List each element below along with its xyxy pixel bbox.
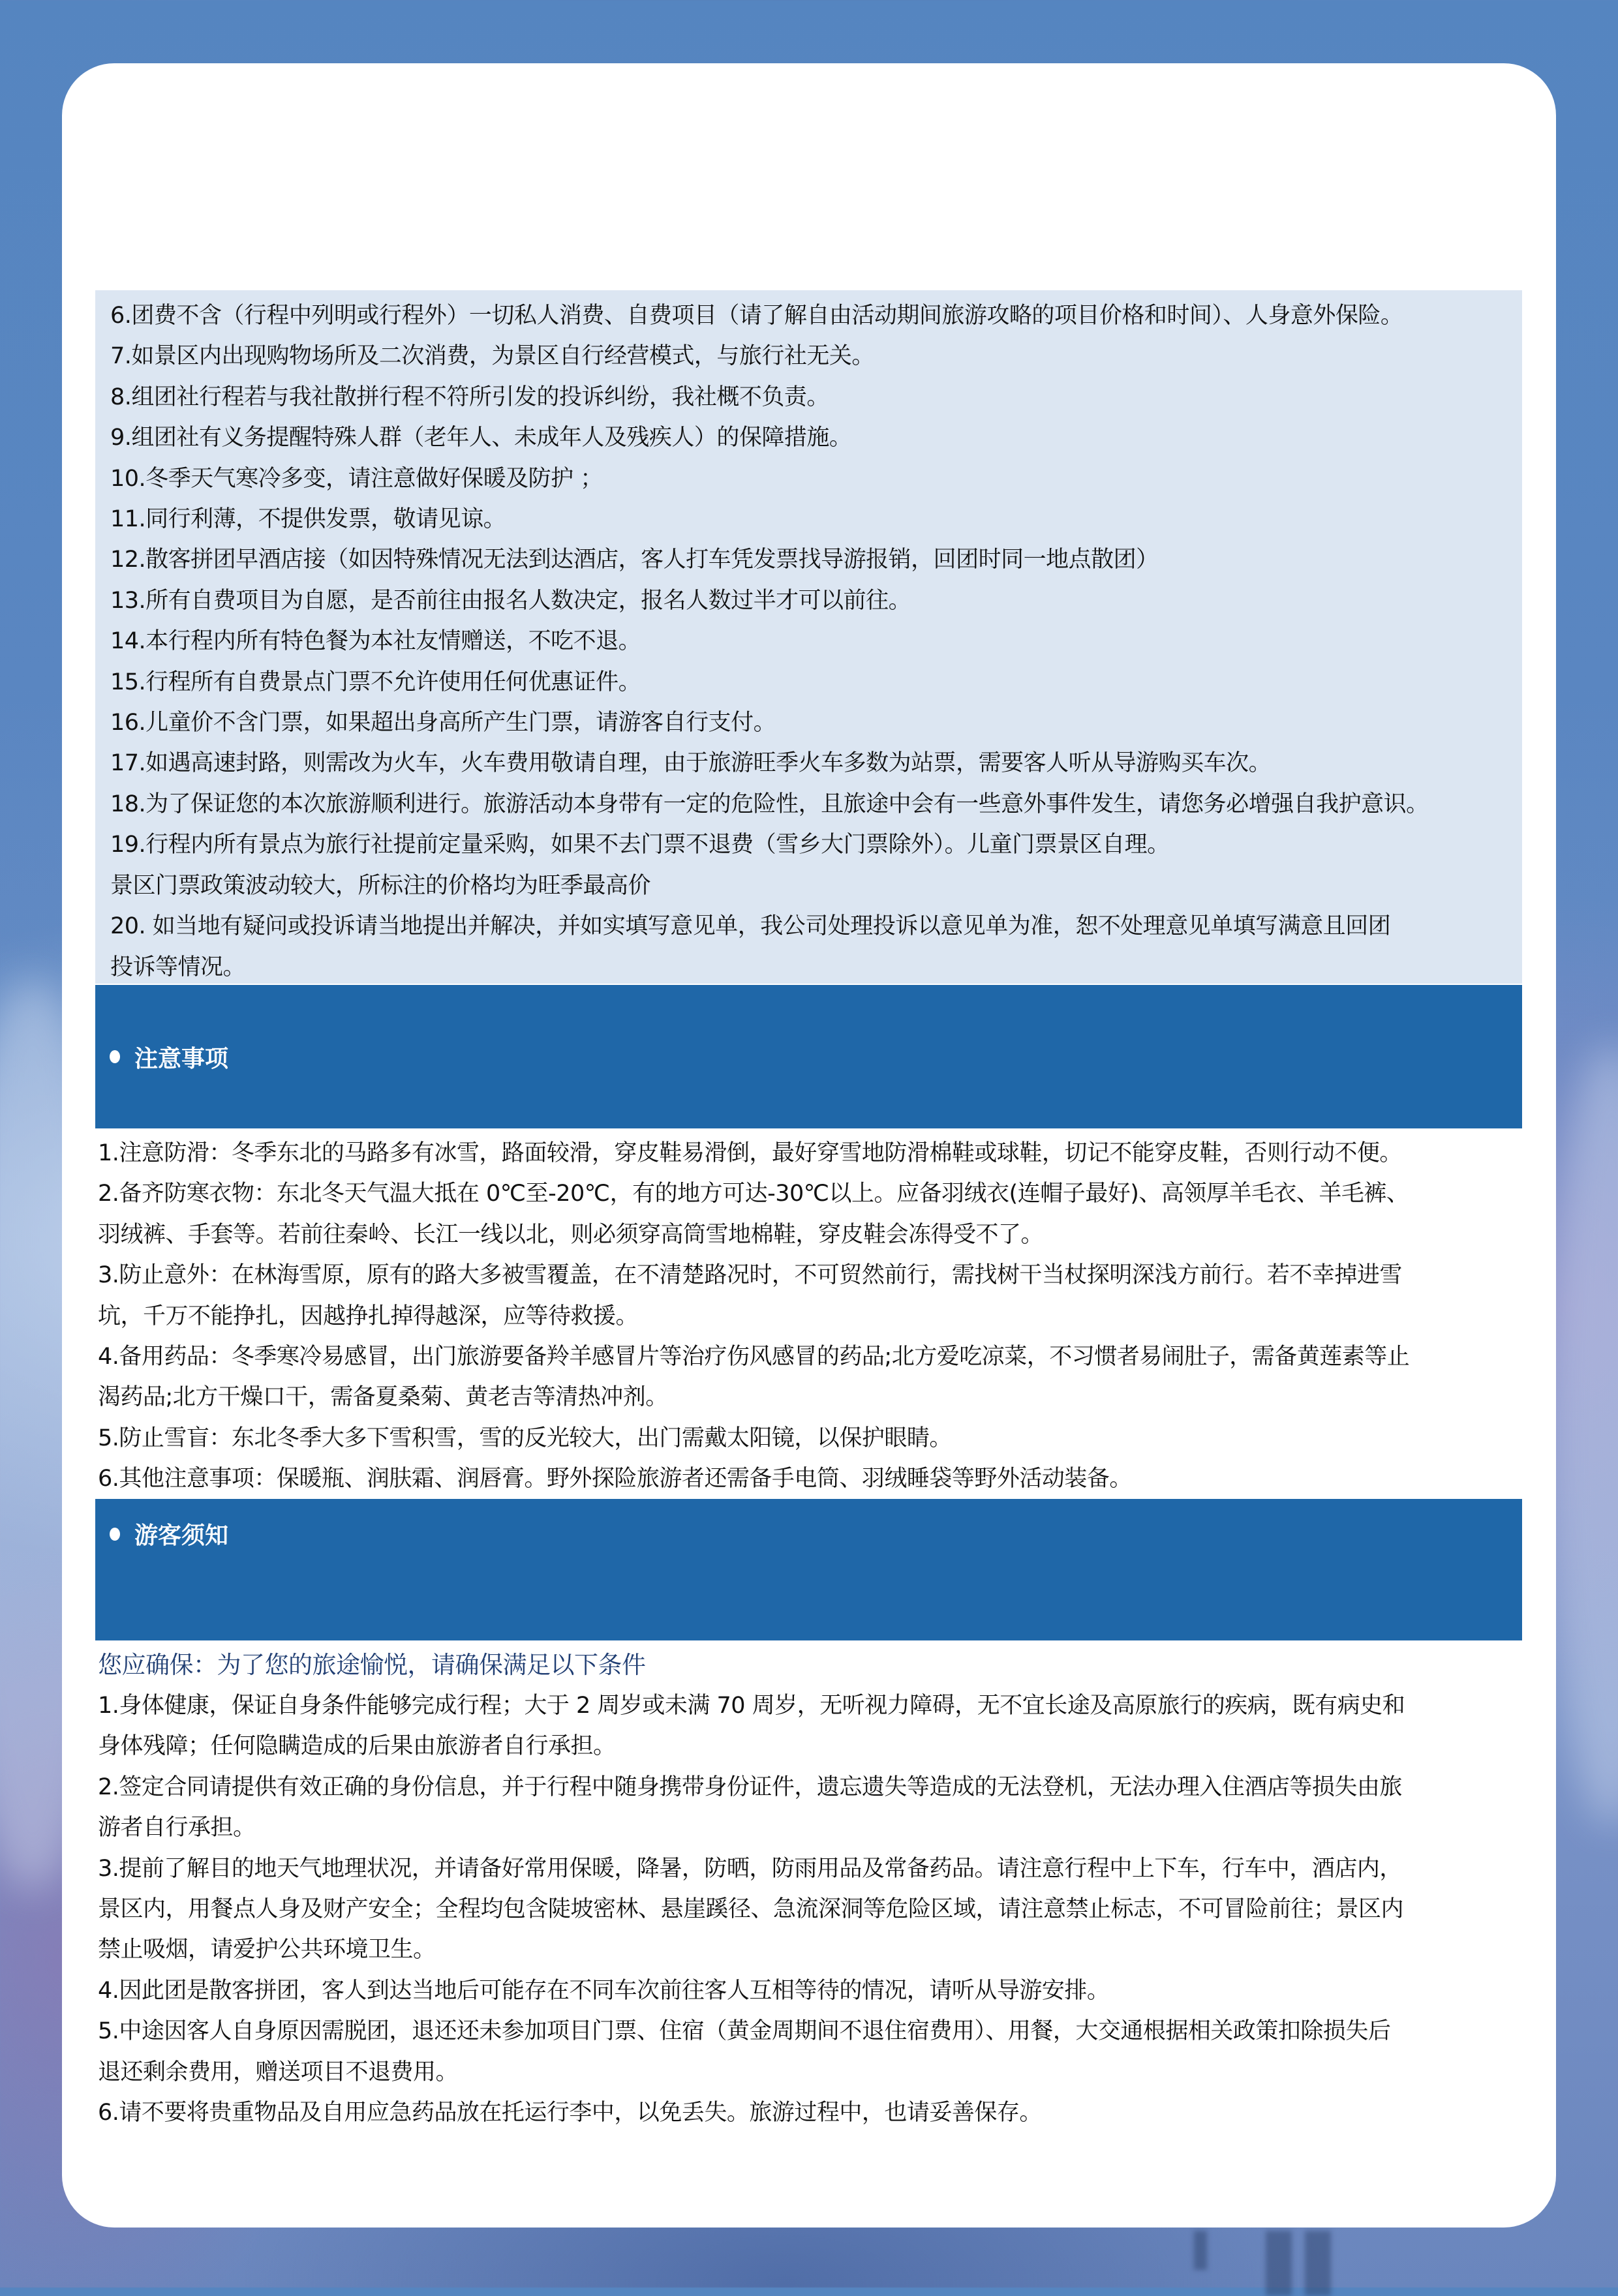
fee-note-line: 14.本行程内所有特色餐为本社友情赠送，不吃不退。 — [110, 628, 641, 655]
section-title: 游客须知 — [134, 1522, 229, 1549]
visitor-notice-header — [95, 1499, 1522, 1640]
fee-note-line: 11.同行利薄，不提供发票，敬请见谅。 — [110, 506, 506, 533]
precaution-line: 坑，千万不能挣扎，因越挣扎掉得越深，应等待救援。 — [98, 1303, 639, 1329]
background-tree — [1266, 2231, 1292, 2296]
fee-note-line: 8.组团社行程若与我社散拼行程不符所引发的投诉纠纷，我社概不负责。 — [110, 384, 829, 410]
bullet-icon — [110, 1050, 120, 1063]
fees-notes-panel — [95, 290, 1522, 984]
fee-note-line: 13.所有自费项目为自愿，是否前往由报名人数决定，报名人数过半才可以前往。 — [110, 587, 911, 614]
precaution-line: 5.防止雪盲：东北冬季大多下雪积雪，雪的反光较大，出门需戴太阳镜，以保护眼睛。 — [98, 1425, 952, 1451]
background-tree — [1194, 2231, 1207, 2270]
bullet-icon — [110, 1528, 120, 1541]
precaution-line: 羽绒裤、手套等。若前往秦岭、长江一线以北，则必须穿高筒雪地棉鞋，穿皮鞋会冻得受不了。 — [98, 1221, 1044, 1248]
fee-note-line: 景区门票政策波动较大，所标注的价格均为旺季最高价 — [110, 872, 651, 899]
fee-note-line: 10.冬季天气寒冷多变，请注意做好保暖及防护 ； — [110, 465, 603, 492]
notice-line: 1.身体健康，保证自身条件能够完成行程；大于 2 周岁或未满 70 周岁，无听视力障碍，无不宜长途及高原旅行的疾病，既有病史和 — [98, 1693, 1405, 1719]
fee-note-line: 19.行程内所有景点为旅行社提前定量采购，如果不去门票不退费（雪乡大门票除外）。儿童门票景区自理。 — [110, 832, 1170, 858]
fee-note-line: 17.如遇高速封路，则需改为火车，火车费用敬请自理，由于旅游旺季火车多数为站票，需要客人听从导游购买车次。 — [110, 750, 1272, 777]
notice-line: 禁止吸烟，请爱护公共环境卫生。 — [98, 1937, 436, 1963]
precaution-line: 3.防止意外：在林海雪原，原有的路大多被雪覆盖，在不清楚路况时，不可贸然前行，需找树干当杖探明深浅方前行。若不幸掉进雪 — [98, 1262, 1402, 1289]
precautions-header — [95, 985, 1522, 1128]
precaution-line: 6.其他注意事项：保暖瓶、润肤霜、润唇膏。野外探险旅游者还需备手电筒、羽绒睡袋等野外活动装备。 — [98, 1466, 1132, 1492]
fee-note-line: 16.儿童价不含门票，如果超出身高所产生门票，请游客自行支付。 — [110, 710, 776, 736]
visitor-notice-subtitle: 您应确保：为了您的旅途愉悦，请确保满足以下条件 — [98, 1651, 646, 1679]
notice-line: 退还剩余费用，赠送项目不退费用。 — [98, 2059, 459, 2085]
document-card — [62, 63, 1556, 2228]
notice-line: 身体残障；任何隐瞒造成的后果由旅游者自行承担。 — [98, 1733, 616, 1760]
precaution-line: 2.备齐防寒衣物：东北冬天气温大抵在 0℃至-20℃，有的地方可达-30℃以上。应备羽绒衣(连帽子最好)、高领厚羊毛衣、羊毛裤、 — [98, 1181, 1409, 1207]
fee-note-line: 9.组团社有义务提醒特殊人群（老年人、未成年人及残疾人）的保障措施。 — [110, 425, 852, 451]
background-tree — [1305, 2231, 1331, 2296]
notice-line: 2.签定合同请提供有效正确的身份信息，并于行程中随身携带身份证件，遗忘遗失等造成的无法登机，无法办理入住酒店等损失由旅 — [98, 1774, 1402, 1800]
notice-line: 5.中途因客人自身原因需脱团，退还还未参加项目门票、住宿（黄金周期间不退住宿费用）、用餐，大交通根据相关政策扣除损失后 — [98, 2018, 1391, 2045]
notice-line: 4.因此团是散客拼团，客人到达当地后可能存在不同车次前往客人互相等待的情况，请听从导游安排。 — [98, 1977, 1110, 2004]
background-snow-right — [1546, 1044, 1618, 1826]
fee-note-line: 18.为了保证您的本次旅游顺利进行。旅游活动本身带有一定的危险性，且旅途中会有一些意外事件发生，请您务必增强自我护意识。 — [110, 791, 1429, 817]
section-title: 注意事项 — [134, 1045, 229, 1072]
fee-note-line: 投诉等情况。 — [110, 954, 246, 980]
precaution-line: 4.备用药品：冬季寒冷易感冒，出门旅游要备羚羊感冒片等治疗伤风感冒的药品;北方爱吃凉菜，不习惯者易闹肚子，需备黄莲素等止 — [98, 1344, 1410, 1370]
fee-note-line: 20. 如当地有疑问或投诉请当地提出并解决，并如实填写意见单，我公司处理投诉以意见单为准，恕不处理意见单填写满意且回团 — [110, 913, 1391, 940]
fee-note-line: 6.团费不含（行程中列明或行程外）一切私人消费、自费项目（请了解自由活动期间旅游攻略的项目价格和时间）、人身意外保险。 — [110, 303, 1403, 329]
notice-line: 游者自行承担。 — [98, 1815, 256, 1841]
fee-note-line: 15.行程所有自费景点门票不允许使用任何优惠证件。 — [110, 669, 641, 695]
notice-line: 6.请不要将贵重物品及自用应急药品放在托运行李中，以免丢失。旅游过程中，也请妥善保存。 — [98, 2100, 1042, 2126]
precaution-line: 渴药品;北方干燥口干，需备夏桑菊、黄老吉等清热冲剂。 — [98, 1384, 668, 1411]
notice-line: 3.提前了解目的地天气地理状况，并请备好常用保暖，降暑，防晒，防雨用品及常备药品。请注意行程中上下车，行车中，酒店内， — [98, 1855, 1402, 1882]
notice-line: 景区内，用餐点人身及财产安全；全程均包含陡坡密林、悬崖蹊径、急流深洞等危险区域，请注意禁止标志，不可冒险前往；景区内 — [98, 1896, 1404, 1923]
precaution-line: 1.注意防滑：冬季东北的马路多有冰雪，路面较滑，穿皮鞋易滑倒，最好穿雪地防滑棉鞋或球鞋，切记不能穿皮鞋，否则行动不便。 — [98, 1140, 1402, 1166]
visitor-notice-body — [98, 1645, 1527, 2133]
fee-note-line: 12.散客拼团早酒店接（如因特殊情况无法到达酒店，客人打车凭发票找导游报销，回团时同一地点散团） — [110, 547, 1159, 573]
fee-note-line: 7.如景区内出现购物场所及二次消费，为景区自行经营模式，与旅行社无关。 — [110, 343, 874, 370]
precautions-body — [98, 1133, 1527, 1500]
visitor-notice-header-content — [110, 1517, 228, 1550]
